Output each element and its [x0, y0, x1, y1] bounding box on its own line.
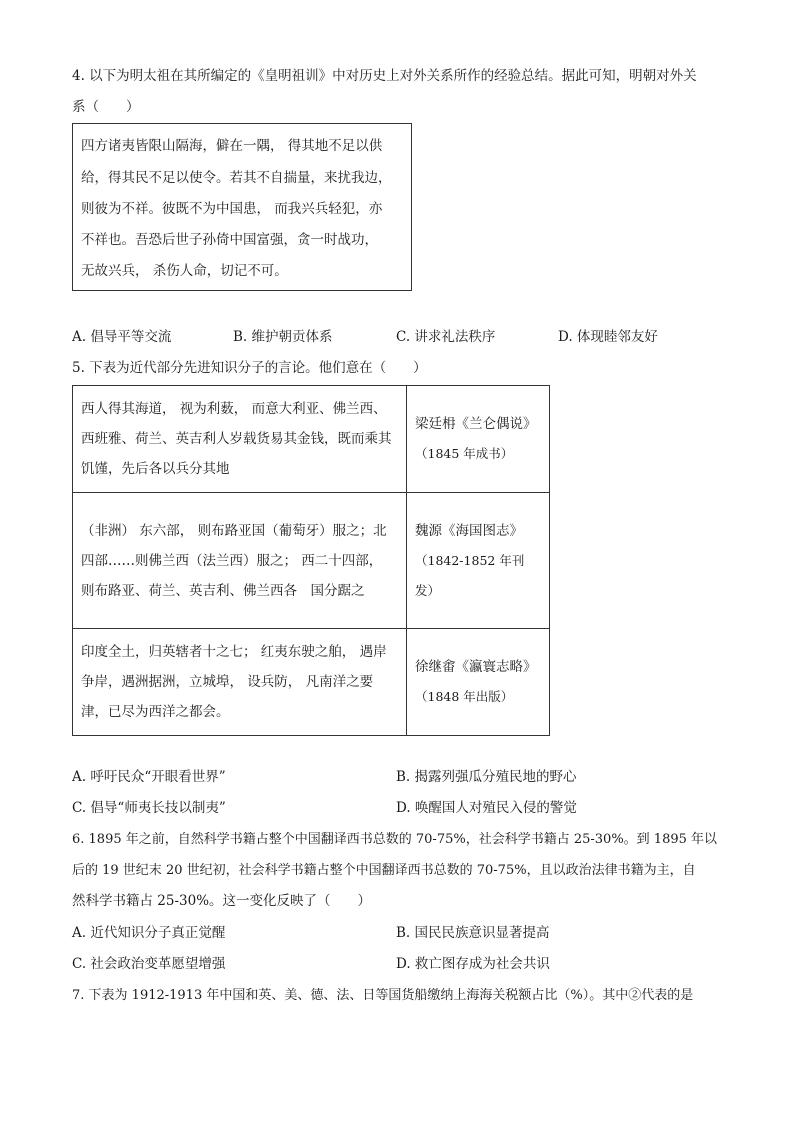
q5-row3-source-cell — [407, 629, 550, 736]
q4-quote-line: 不祥也。吾恐后世子孙倚中国富强，贪一时战功， — [81, 232, 378, 248]
q4-quote-box — [72, 123, 412, 291]
table-row — [73, 629, 550, 736]
q6-stem-line2: 后的 19 世纪末 20 世纪初，社会科学书籍占整个中国翻译西书总数的 70-75%，且以政治法律书籍为主，自 — [72, 863, 696, 878]
q5-row2-source: 魏源《海国图志》 — [415, 522, 523, 539]
q5-row1-source-cell — [407, 386, 550, 493]
q7-stem: 7. 下表为 1912-1913 年中国和英、美、德、法、日等国货船缴纳上海海关税额占比（%）。其中②代表的是 — [72, 988, 694, 1003]
q4-option-c[interactable]: C. 讲求礼法秩序 — [396, 329, 496, 345]
q6-stem-line3: 然科学书籍占 25-30%。这一变化反映了（ ） — [72, 893, 372, 909]
q4-quote-line: 给，得其民不足以使令。若其不自揣量，来扰我边， — [81, 170, 392, 186]
q4-quote-line: 则彼为不祥。彼既不为中国患， 而我兴兵轻犯，亦 — [81, 201, 383, 217]
q5-table — [72, 385, 550, 736]
q4-option-d[interactable]: D. 体现睦邻友好 — [558, 329, 658, 345]
q6-option-a[interactable]: A. 近代知识分子真正觉醒 — [72, 925, 226, 941]
q4-stem-line1: 4. 以下为明太祖在其所编定的《皇明祖训》中对历史上对外关系所作的经验总结。据此可知，明朝对外关 — [72, 68, 697, 84]
q5-row2-text: （非洲） 东六部， 则布路亚国（葡萄牙）服之；北四部……则佛兰西（法兰西）服之； 西二十四部， 则布路亚、荷兰、英吉利、佛兰西各 国分踞之 — [73, 493, 407, 629]
q5-option-a[interactable]: A. 呼吁民众“开眼看世界” — [72, 769, 226, 785]
q5-option-c[interactable]: C. 倡导“师夷长技以制夷” — [72, 800, 226, 816]
q6-stem-line1: 6. 1895 年之前，自然科学书籍占整个中国翻译西书总数的 70-75%，社会科学书籍占 25-30%。到 1895 年以 — [72, 832, 718, 847]
table-row — [73, 386, 550, 493]
q4-quote-line: 四方诸夷皆限山隔海，僻在一隅， 得其地不足以供 — [81, 138, 383, 154]
q5-row3-year: （1848 年出版） — [415, 689, 514, 704]
q6-option-b[interactable]: B. 国民民族意识显著提高 — [396, 925, 550, 941]
q4-option-b[interactable]: B. 维护朝贡体系 — [233, 329, 333, 345]
q5-row3-text: 印度全土，归英辖者十之七； 红夷东驶之舶， 遇岸争岸，遇洲据洲，立城埠， 设兵防， 凡南洋之要津，已尽为西洋之都会。 — [73, 629, 407, 736]
q6-option-c[interactable]: C. 社会政治变革愿望增强 — [72, 956, 226, 972]
table-row — [73, 493, 550, 629]
q5-row3-source: 徐继畬《瀛寰志略》 — [415, 659, 537, 675]
q4-option-a[interactable]: A. 倡导平等交流 — [72, 329, 172, 345]
q5-stem: 5. 下表为近代部分先进知识分子的言论。他们意在（ ） — [72, 360, 427, 376]
q5-row1-year: （1845 年成书） — [415, 446, 514, 461]
q5-row2-year: （1842-1852 年刊发） — [415, 552, 525, 598]
q5-option-d[interactable]: D. 唤醒国人对殖民入侵的警觉 — [396, 800, 577, 816]
q5-row1-source: 梁廷枏《兰仑偶说》 — [415, 416, 537, 432]
q6-option-d[interactable]: D. 救亡图存成为社会共识 — [396, 956, 550, 972]
q4-quote-line: 无故兴兵， 杀伤人命，切记不可。 — [81, 263, 288, 279]
q5-row2-source-cell — [407, 493, 550, 629]
q5-option-b[interactable]: B. 揭露列强瓜分殖民地的野心 — [396, 769, 577, 785]
q4-stem-line2: 系（ ） — [72, 99, 140, 115]
q5-row1-text: 西人得其海道， 视为利薮， 而意大利亚、佛兰西、西班雅、荷兰、英吉利人岁载货易其金钱，既而乘其饥馑，先后各以兵分其地 — [73, 386, 407, 493]
